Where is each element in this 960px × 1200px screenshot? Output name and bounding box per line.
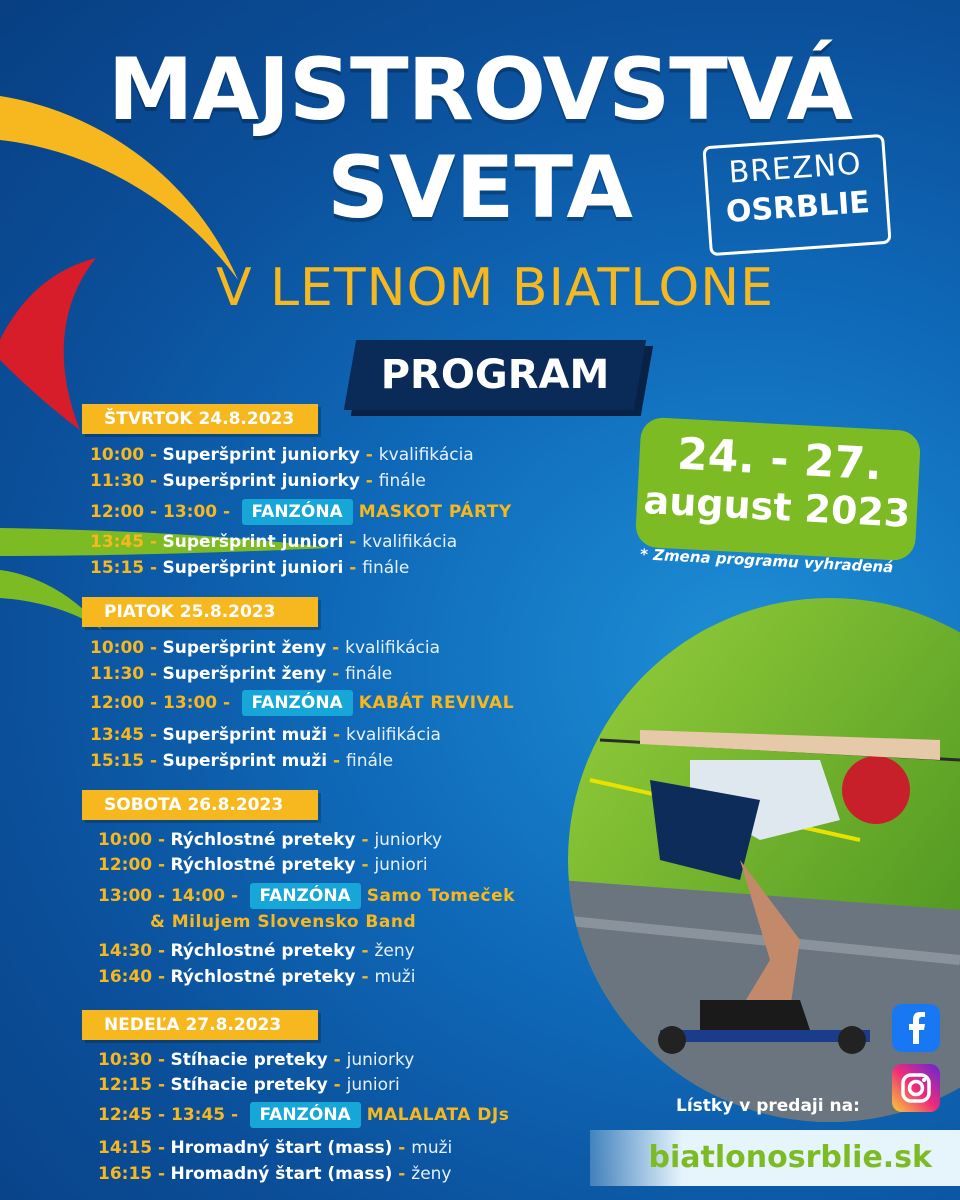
location-line-2: OSRBLIE: [724, 184, 871, 230]
event-time: 15:15 -: [90, 751, 158, 771]
event-time: 13:45 -: [90, 532, 158, 552]
fanzone-badge: FANZÓNA: [250, 883, 361, 909]
event-time: 11:30 -: [90, 664, 158, 684]
event-time: 12:00 -: [98, 855, 166, 875]
event-name: Rýchlostné preteky: [170, 967, 356, 987]
event-time: 10:30 -: [98, 1050, 166, 1070]
event-time: 12:15 -: [98, 1075, 166, 1095]
event-name: Rýchlostné preteky: [170, 855, 356, 875]
schedule-row: 10:00 - Rýchlostné preteky - juniorky: [98, 830, 443, 850]
main-title-line-1: MAJSTROVSTVÁ: [107, 40, 853, 140]
schedule-row: 12:15 - Stíhacie preteky - juniori: [98, 1075, 400, 1095]
schedule-row: 15:15 - Superšprint juniori - finále: [90, 558, 410, 578]
event-name: Superšprint juniorky: [162, 471, 360, 491]
event-note: finále: [346, 751, 394, 771]
event-note: ženy: [374, 941, 415, 961]
main-title-line-2: SVETA: [327, 138, 633, 238]
fanzone-performer: MASKOT PÁRTY: [358, 502, 512, 522]
day-header: ŠTVRTOK 24.8.2023: [82, 404, 318, 434]
program-banner: [344, 340, 646, 410]
location-line-1: BREZNO: [727, 146, 863, 191]
fanzone-performer: Samo Tomeček: [366, 886, 515, 906]
event-note: kvalifikácia: [378, 445, 474, 465]
fanzone-badge: FANZÓNA: [242, 690, 353, 716]
program-change-note: * Zmena programu vyhradená: [639, 545, 894, 577]
event-time: 13:00 - 14:00 -: [98, 886, 239, 906]
event-note: kvalifikácia: [362, 532, 458, 552]
event-note: kvalifikácia: [345, 638, 441, 658]
date-range: 24. - 27.: [675, 428, 884, 491]
event-note: juniori: [374, 855, 428, 875]
event-name: Superšprint muži: [162, 725, 328, 745]
fanzone-performer-2: & Milujem Slovensko Band: [150, 912, 417, 932]
day-header: PIATOK 25.8.2023: [82, 597, 318, 627]
date-badge: [635, 417, 921, 561]
event-note: juniori: [346, 1075, 400, 1095]
event-note: juniorky: [374, 830, 443, 850]
schedule-row: 16:15 - Hromadný štart (mass) - ženy: [98, 1164, 452, 1184]
event-time: 16:15 -: [98, 1164, 166, 1184]
event-time: 10:00 -: [90, 445, 158, 465]
event-time: 14:15 -: [98, 1138, 166, 1158]
schedule-row: 10:30 - Stíhacie preteky - juniorky: [98, 1050, 415, 1070]
fanzone-performer: KABÁT REVIVAL: [358, 693, 515, 713]
fanzone-badge: FANZÓNA: [250, 1102, 361, 1128]
event-note: ženy: [411, 1164, 452, 1184]
schedule-row: 12:00 - Rýchlostné preteky - juniori: [98, 855, 428, 875]
schedule-row: 16:40 - Rýchlostné preteky - muži: [98, 967, 416, 987]
event-name: Superšprint juniori: [162, 558, 344, 578]
fanzone-row: [90, 499, 512, 525]
facebook-icon[interactable]: [892, 1004, 940, 1052]
schedule-row: 10:00 - Superšprint ženy - kvalifikácia: [90, 638, 441, 658]
location-badge: [702, 134, 891, 256]
schedule-row: 14:30 - Rýchlostné preteky - ženy: [98, 941, 415, 961]
event-note: kvalifikácia: [346, 725, 441, 745]
event-note: juniorky: [346, 1050, 415, 1070]
event-name: Hromadný štart (mass): [170, 1138, 393, 1158]
event-time: 12:00 - 13:00 -: [90, 693, 231, 713]
event-time: 15:15 -: [90, 558, 158, 578]
event-time: 10:00 -: [90, 638, 158, 658]
schedule-row: 11:30 - Superšprint ženy - finále: [90, 664, 393, 684]
fanzone-row: [90, 690, 514, 716]
fanzone-performer: MALALATA DJs: [366, 1105, 510, 1125]
event-note: muži: [374, 967, 416, 987]
event-note: finále: [345, 664, 393, 684]
event-name: Superšprint ženy: [162, 664, 327, 684]
schedule-row: 10:00 - Superšprint juniorky - kvalifikácia: [90, 445, 474, 465]
event-name: Stíhacie preteky: [170, 1050, 328, 1070]
subtitle: V LETNOM BIATLONE: [215, 258, 775, 318]
event-name: Hromadný štart (mass): [170, 1164, 393, 1184]
event-name: Superšprint muži: [162, 751, 328, 771]
fanzone-row: [98, 1102, 509, 1128]
event-note: muži: [411, 1138, 453, 1158]
day-header: NEDEĽA 27.8.2023: [82, 1010, 318, 1040]
website-link[interactable]: biatlonosrblie.sk: [648, 1140, 932, 1175]
fanzone-row: [98, 883, 515, 909]
event-name: Stíhacie preteky: [170, 1075, 328, 1095]
event-time: 10:00 -: [98, 830, 166, 850]
tickets-label: Lístky v predaji na:: [676, 1096, 860, 1116]
fanzone-badge: FANZÓNA: [242, 499, 353, 525]
event-note: finále: [362, 558, 410, 578]
schedule-row: 13:45 - Superšprint muži - kvalifikácia: [90, 725, 441, 745]
day-header: SOBOTA 26.8.2023: [82, 790, 318, 820]
event-name: Superšprint juniori: [162, 532, 344, 552]
event-time: 14:30 -: [98, 941, 166, 961]
event-name: Superšprint juniorky: [162, 445, 360, 465]
program-label: PROGRAM: [380, 352, 610, 398]
event-name: Rýchlostné preteky: [170, 830, 356, 850]
event-time: 16:40 -: [98, 967, 166, 987]
event-time: 12:00 - 13:00 -: [90, 502, 231, 522]
event-name: Superšprint ženy: [162, 638, 327, 658]
date-month-year: august 2023: [642, 478, 912, 536]
event-time: 12:45 - 13:45 -: [98, 1105, 239, 1125]
schedule-row: 14:15 - Hromadný štart (mass) - muži: [98, 1138, 453, 1158]
schedule-row: 11:30 - Superšprint juniorky - finále: [90, 471, 426, 491]
event-note: finále: [378, 471, 426, 491]
website-bar[interactable]: [590, 1130, 960, 1186]
event-time: 13:45 -: [90, 725, 158, 745]
event-name: Rýchlostné preteky: [170, 941, 356, 961]
fanzone-row-continued: [150, 909, 416, 935]
schedule-row: 15:15 - Superšprint muži - finále: [90, 751, 394, 771]
event-time: 11:30 -: [90, 471, 158, 491]
schedule-row: 13:45 - Superšprint juniori - kvalifikácia: [90, 532, 458, 552]
instagram-icon[interactable]: [892, 1064, 940, 1112]
